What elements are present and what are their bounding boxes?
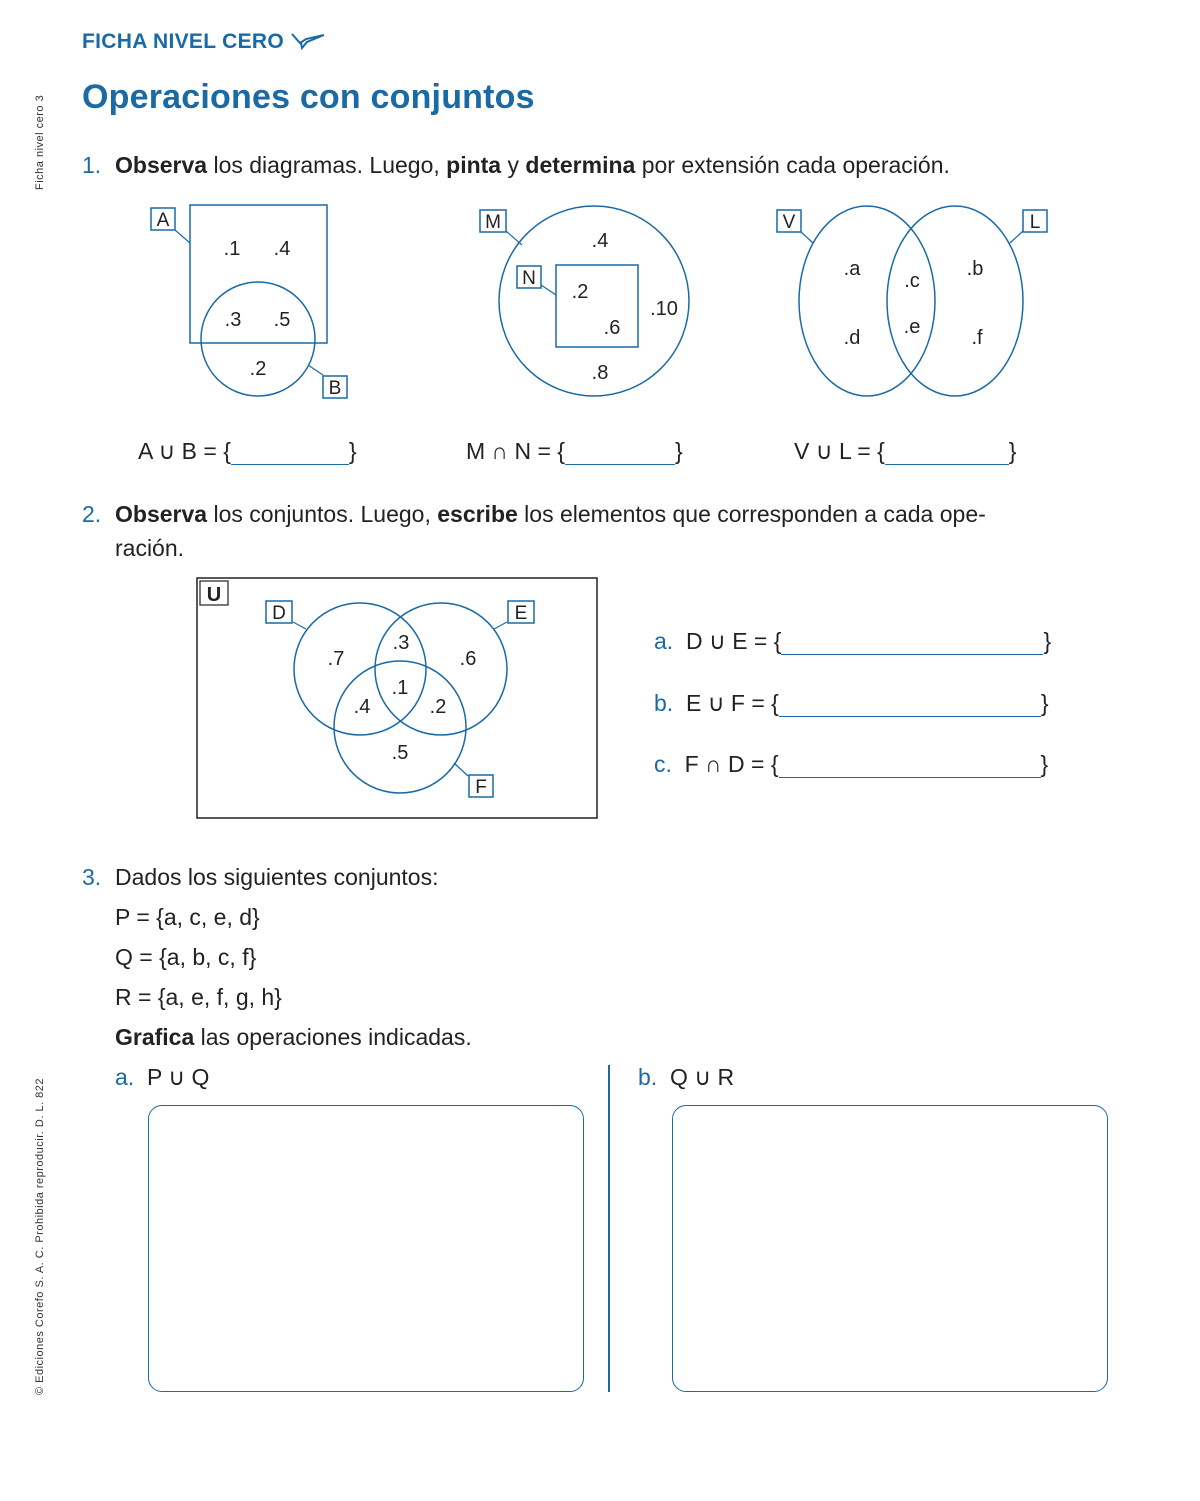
operation-label: V ∪ L = { (794, 438, 885, 464)
q1-text-3: por extensión cada operación. (635, 152, 950, 178)
q2-item-c (654, 751, 1048, 778)
q1-answer-v-l (794, 438, 1016, 465)
element: .3 (392, 632, 410, 654)
q3-intro: Dados los siguientes conjuntos: (115, 864, 439, 890)
q3-number: 3. (82, 864, 102, 890)
graph-area-b[interactable] (672, 1105, 1108, 1392)
set-n-square (556, 265, 638, 347)
element: .2 (429, 696, 447, 718)
q2-text-1: los conjuntos. Luego, (207, 501, 438, 527)
q3-block (82, 857, 472, 1057)
label-l: L (1029, 212, 1041, 233)
element: .5 (391, 742, 409, 764)
brace-close: } (1043, 628, 1052, 654)
q1-text-1: los diagramas. Luego, (207, 152, 447, 178)
answer-line[interactable] (565, 442, 675, 465)
part-operation: Q ∪ R (669, 1064, 735, 1090)
element: .2 (571, 281, 589, 303)
answer-line[interactable] (781, 632, 1043, 655)
set-p: P = {a, c, e, d} (115, 904, 260, 930)
label-a: A (156, 210, 170, 231)
q1-answer-a-b (138, 438, 357, 465)
element: .4 (591, 230, 609, 252)
side-copyright: © Ediciones Corefo S. A. C. Prohibida reproducir. D. L. 822 (34, 1077, 46, 1395)
element: .b (966, 258, 984, 280)
universe-label: U (206, 584, 222, 606)
label-v: V (782, 212, 796, 233)
element: .f (971, 327, 983, 349)
q2-verb-1: Observa (115, 501, 208, 527)
brace-close: } (1040, 751, 1049, 777)
element: .4 (353, 696, 371, 718)
set-r: R = {a, e, f, g, h} (115, 984, 282, 1010)
label-f: F (475, 777, 487, 798)
bird-icon (290, 30, 326, 50)
item-letter: a. (654, 628, 674, 654)
element: .4 (273, 238, 291, 260)
brace-close: } (1008, 438, 1017, 464)
element: .6 (603, 317, 621, 339)
q1-statement (82, 148, 950, 182)
brace-close: } (674, 438, 683, 464)
venn-d-e-f (196, 577, 600, 821)
element: .3 (224, 309, 242, 331)
venn-m-n (470, 195, 700, 410)
brace-close: } (1040, 690, 1049, 716)
element: .7 (327, 648, 345, 670)
element: .10 (650, 298, 678, 320)
item-letter: b. (654, 690, 674, 716)
q3-verb: Grafica (115, 1024, 195, 1050)
q2-text-2: los elementos que corresponden a cada ope- (517, 501, 986, 527)
item-letter: c. (654, 751, 672, 777)
element: .a (843, 258, 861, 280)
label-d: D (272, 603, 286, 624)
operation-label: D ∪ E = { (685, 628, 782, 654)
q3-part-a-label (115, 1064, 209, 1091)
q1-number: 1. (82, 152, 102, 178)
part-letter: b. (638, 1064, 658, 1090)
element: .1 (223, 238, 241, 260)
q2-item-b (654, 690, 1049, 717)
q1-verb-3: determina (525, 152, 636, 178)
set-v-ellipse (799, 206, 935, 396)
element: .6 (459, 648, 477, 670)
q2-number: 2. (82, 501, 102, 527)
label-b: B (328, 378, 342, 399)
header-kicker (82, 30, 326, 54)
q3-instruction (82, 1017, 472, 1057)
operation-label: F ∩ D = { (684, 751, 779, 777)
answer-line[interactable] (231, 442, 349, 465)
q2-verb-2: escribe (437, 501, 518, 527)
brace-close: } (348, 438, 357, 464)
set-a-rectangle (190, 205, 327, 343)
element: .1 (391, 677, 409, 699)
venn-a-b (140, 195, 370, 410)
element: .d (843, 327, 861, 349)
side-page-label: Ficha nivel cero 3 (34, 94, 46, 190)
set-q: Q = {a, b, c, f} (115, 944, 257, 970)
q2-item-a (654, 628, 1051, 655)
answer-line[interactable] (779, 755, 1041, 778)
q1-text-2: y (501, 152, 526, 178)
answer-line[interactable] (779, 694, 1041, 717)
element: .5 (273, 309, 291, 331)
element: .8 (591, 362, 609, 384)
q3-text: las operaciones indicadas. (194, 1024, 472, 1050)
element: .c (904, 270, 920, 292)
operation-label: A ∪ B = { (138, 438, 231, 464)
part-operation: P ∪ Q (146, 1064, 210, 1090)
q3-part-b-label (638, 1064, 734, 1091)
q2-text-3: ración. (115, 535, 185, 561)
operation-label: M ∩ N = { (466, 438, 565, 464)
set-l-ellipse (887, 206, 1023, 396)
kicker-text: FICHA NIVEL CERO (82, 30, 284, 53)
q1-verb-2: pinta (446, 152, 502, 178)
q1-answer-m-n (466, 438, 683, 465)
answer-line[interactable] (885, 442, 1009, 465)
part-letter: a. (115, 1064, 135, 1090)
element: .e (903, 316, 921, 338)
graph-area-a[interactable] (148, 1105, 584, 1392)
label-m: M (485, 212, 501, 233)
label-e: E (514, 603, 528, 624)
q2-statement (82, 497, 1122, 565)
page-title: Operaciones con conjuntos (82, 78, 535, 116)
venn-v-l (770, 195, 1060, 410)
element: .2 (249, 358, 267, 380)
operation-label: E ∪ F = { (685, 690, 779, 716)
column-divider (608, 1065, 610, 1392)
q1-verb-1: Observa (115, 152, 208, 178)
label-n: N (522, 268, 536, 289)
